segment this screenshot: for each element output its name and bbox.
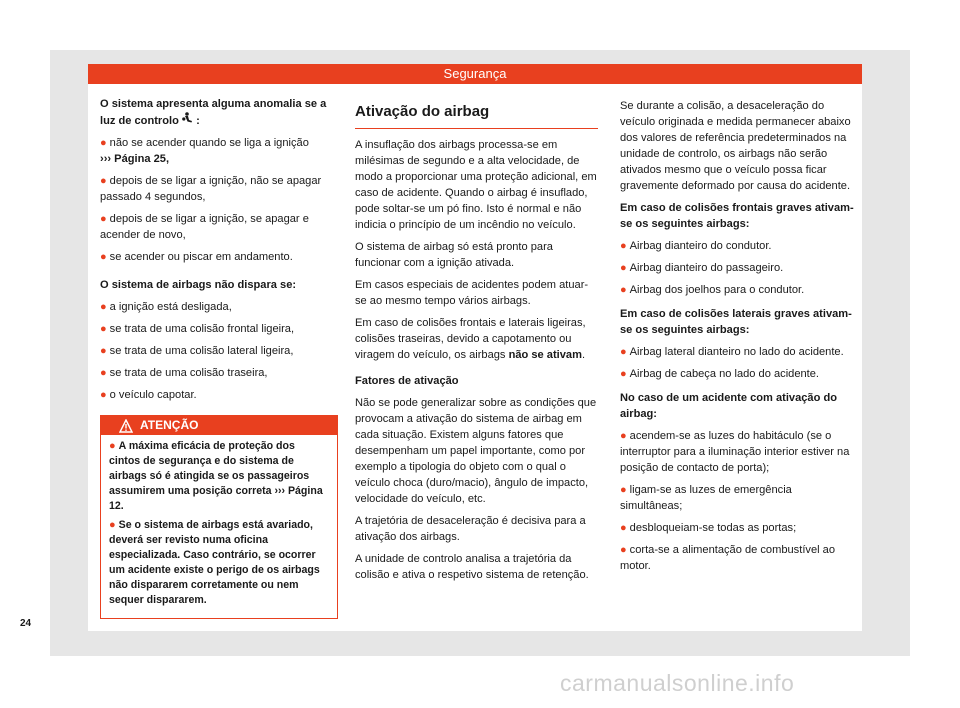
page-number: 24 xyxy=(20,618,32,629)
column-right xyxy=(620,98,856,580)
warning-body xyxy=(101,435,337,618)
paragraph: A unidade de controlo analisa a trajetória da colisão e ativa o respetivo sistema de retenção. xyxy=(355,553,589,581)
paragraph: Em caso de colisões frontais e laterais ligeiras, colisões traseiras, devido a capotamento ou viragem do veículo, os airbags não se ativam. xyxy=(355,317,586,361)
list-item: ● Airbag dianteiro do condutor. xyxy=(620,240,772,252)
list-item: ● acendem-se as luzes do habitáculo (se o interruptor para a iluminação interior estiver na posição de contacto de porta); xyxy=(620,430,850,474)
subheading: Em caso de colisões laterais graves ativam-se os seguintes airbags: xyxy=(620,308,852,336)
paragraph: O sistema de airbag só está pronto para funcionar com a ignição ativada. xyxy=(355,241,553,269)
paragraph: A insuflação dos airbags processa-se em milésimas de segundo e a alta velocidade, de modo a proporcionar uma proteção adicional, em caso de acidente. Quando o airbag é insuflado, pode soltar-se um pó fino. Isto é normal e não indicia o princípio de um incêndio no veículo. xyxy=(355,139,597,231)
list-item: ● se acender ou piscar em andamento. xyxy=(100,251,293,263)
list-item: ● corta-se a alimentação de combustível ao motor. xyxy=(620,544,835,572)
warning-triangle-icon xyxy=(119,419,133,433)
list-item: ● se trata de uma colisão lateral ligeira, xyxy=(100,345,294,357)
list-item: ● o veículo capotar. xyxy=(100,389,197,401)
list-item: ● ligam-se as luzes de emergência simultâneas; xyxy=(620,484,792,512)
paragraph: Se durante a colisão, a desaceleração do veículo originada e medida permanecer abaixo dos valores de referência predeterminados na unidade de controlo, os airbags não serão ativados mesmo que o veículo possa ficar gravemente deformado por causa do acidente. xyxy=(620,100,851,192)
list-item: ● se trata de uma colisão frontal ligeira, xyxy=(100,323,295,335)
page-link[interactable]: ››› Página 25, xyxy=(100,153,170,165)
column-left xyxy=(100,96,338,619)
no-deploy-heading: O sistema de airbags não dispara se: xyxy=(100,279,297,291)
list-item: ● a ignição está desligada, xyxy=(100,301,232,313)
warning-item: ● A máxima eficácia de proteção dos cintos de segurança e do sistema de airbags só é atingida se os passageiros assumirem uma posição correta ››› Página 12. xyxy=(109,440,323,512)
warning-item: ● Se o sistema de airbags está avariado, deverá ser revisto numa oficina especializada. Caso contrário, se ocorrer um acidente existe o perigo de os airbags não dispararem corretamente ou nem sequer dispararem. xyxy=(109,519,320,606)
list-item: ● Airbag dianteiro do passageiro. xyxy=(620,262,784,274)
warning-box xyxy=(100,415,338,619)
subheading: No caso de um acidente com ativação do airbag: xyxy=(620,392,838,420)
anomaly-heading: O sistema apresenta alguma anomalia se a luz de controlo : xyxy=(100,98,327,127)
list-item: ● depois de se ligar a ignição, se apagar e acender de novo, xyxy=(100,213,309,241)
watermark: carmanualsonline.info xyxy=(560,670,795,696)
list-item: ● desbloqueiam-se todas as portas; xyxy=(620,522,797,534)
list-item: ● não se acender quando se liga a ignição ››› Página 25, xyxy=(100,137,309,165)
airbag-warning-icon xyxy=(182,115,196,127)
list-item: ● Airbag de cabeça no lado do acidente. xyxy=(620,368,820,380)
paragraph: Não se pode generalizar sobre as condições que provocam a ativação do sistema de airbag em cada situação. Existem alguns fatores que desempenham um papel importante, como por exemplo a tipologia do objeto com o qual o veículo choca (duro/macio), ângulo de impacto, velocidade do veículo, etc. xyxy=(355,397,597,505)
list-item: ● Airbag dos joelhos para o condutor. xyxy=(620,284,805,296)
list-item: ● Airbag lateral dianteiro no lado do acidente. xyxy=(620,346,844,358)
section-header: Segurança xyxy=(88,64,862,84)
list-item: ● se trata de uma colisão traseira, xyxy=(100,367,268,379)
paragraph: A trajetória de desaceleração é decisiva para a ativação dos airbags. xyxy=(355,515,586,543)
list-item: ● depois de se ligar a ignição, não se apagar passado 4 segundos, xyxy=(100,175,322,203)
section-title: Ativação do airbag xyxy=(355,100,598,129)
subheading: Fatores de ativação xyxy=(355,375,459,387)
paragraph: Em casos especiais de acidentes podem atuar-se ao mesmo tempo vários airbags. xyxy=(355,279,589,307)
subheading: Em caso de colisões frontais graves ativam-se os seguintes airbags: xyxy=(620,202,854,230)
warning-header: ATENÇÃO xyxy=(101,416,337,435)
manual-page xyxy=(88,64,862,631)
column-middle xyxy=(355,96,598,589)
